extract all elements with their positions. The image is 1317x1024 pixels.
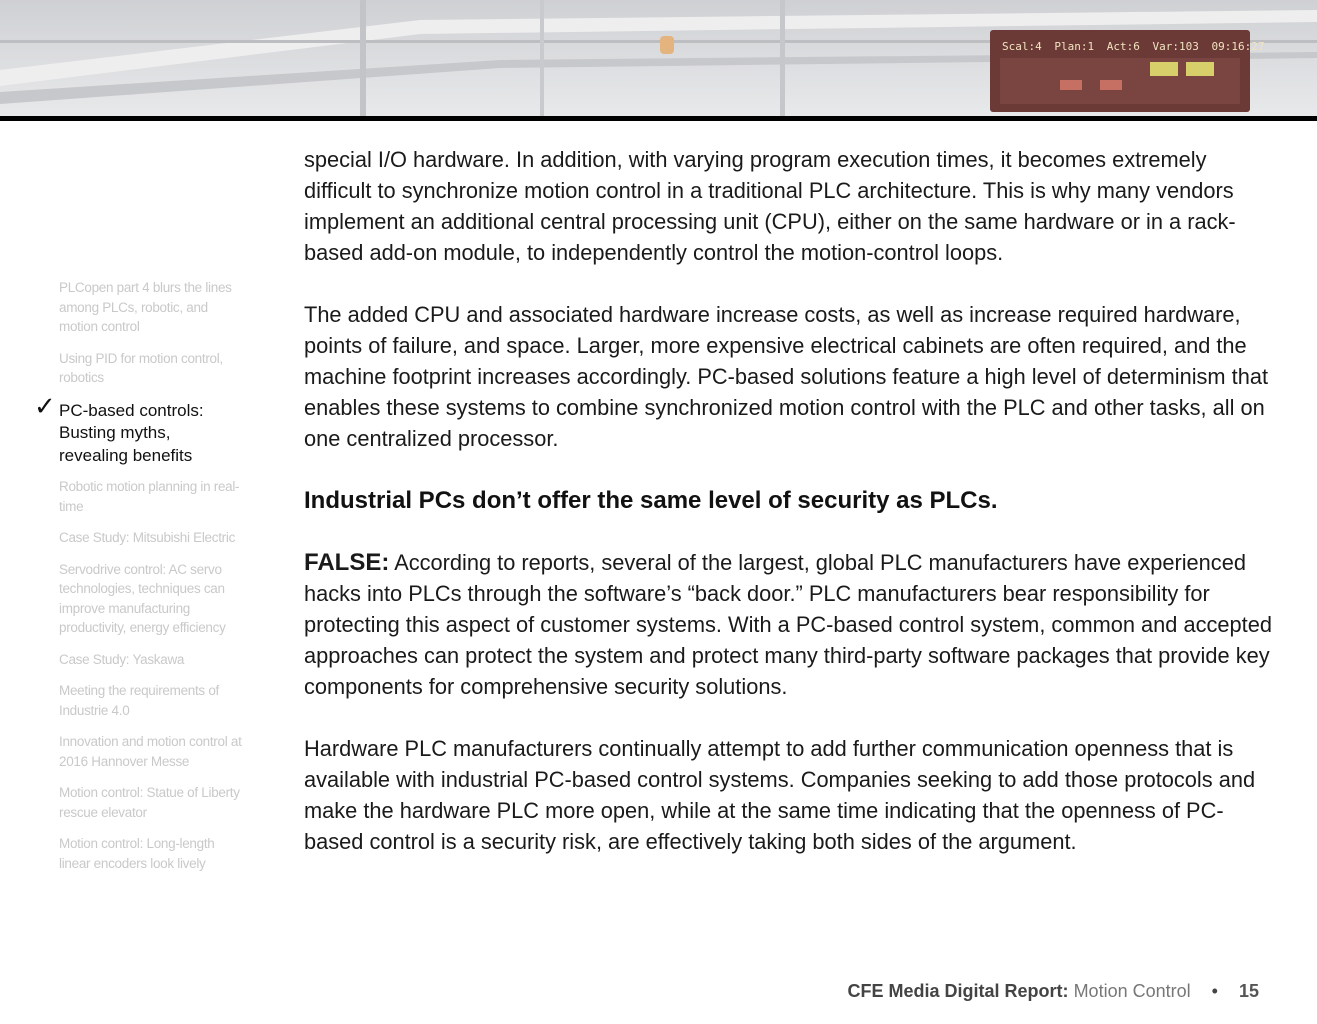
toc-item[interactable]	[34, 732, 244, 771]
publication-name: CFE Media Digital Report:	[847, 981, 1069, 1001]
verdict-label: FALSE:	[304, 549, 390, 576]
toc-item[interactable]	[34, 477, 244, 516]
toc-item-label: Robotic motion planning in real-time	[59, 479, 240, 514]
body-paragraph: special I/O hardware. In addition, with varying program execution times, it becomes extremely difficult to synchronize motion control in a traditional PLC architecture. This is why many vendors implement an additional central processing unit (CPU), either on the same hardware or in a rack-based add-on module, to independently control the motion-control loops.	[304, 147, 1236, 265]
body-paragraph	[304, 547, 1274, 702]
footer-separator: •	[1211, 981, 1218, 1001]
toc-item[interactable]	[34, 278, 244, 337]
article-body	[304, 144, 1274, 888]
display-label: Plan:1	[1054, 40, 1095, 53]
toc-item[interactable]	[34, 650, 244, 670]
toc-item-label: PLCopen part 4 blurs the lines among PLCs, robotic, and motion control	[59, 280, 232, 334]
verdict-text: According to reports, several of the largest, global PLC manufacturers have experienced hacks into PLCs through the software’s “back door.” PLC manufacturers bear responsibility for protecting this aspect of customer systems. With a PC-based control system, common and accepted approaches can protect the system and protect many third-party software packages that provide key components for comprehensive security solutions.	[304, 550, 1272, 699]
header-photo-banner	[0, 0, 1317, 116]
toc-item-label: Innovation and motion control at 2016 Hannover Messe	[59, 734, 242, 769]
display-label: Var:103	[1152, 40, 1199, 53]
toc-item-label: Motion control: Long-length linear encoders look lively	[59, 836, 215, 871]
toc-item[interactable]	[34, 834, 244, 873]
toc-item-label: PC-based controls: Busting myths, revealing benefits	[59, 400, 204, 465]
toc-item[interactable]	[34, 783, 244, 822]
header-divider	[0, 116, 1317, 121]
section-name: Motion Control	[1073, 981, 1191, 1001]
display-label: 09:16:27	[1211, 40, 1265, 53]
factory-ceiling-photo	[0, 0, 1317, 116]
display-label: Act:6	[1106, 40, 1140, 53]
toc-item-label: Case Study: Mitsubishi Electric	[59, 530, 236, 545]
section-heading: Industrial PCs don’t offer the same level of security as PLCs.	[304, 487, 998, 514]
toc-item[interactable]	[34, 528, 244, 548]
toc-item[interactable]	[34, 349, 244, 388]
toc-item-label: Using PID for motion control, robotics	[59, 350, 223, 385]
toc-item-label: Meeting the requirements of Industrie 4.0	[59, 683, 219, 718]
toc-item-current[interactable]	[34, 391, 244, 468]
table-of-contents	[34, 278, 244, 885]
page-footer	[848, 978, 1259, 1004]
page-number: 15	[1238, 981, 1259, 1001]
toc-item[interactable]	[34, 560, 244, 638]
toc-item-label: Case Study: Yaskawa	[59, 651, 185, 667]
toc-item-label: Motion control: Statue of Liberty rescue elevator	[59, 785, 240, 820]
plc-display-readout	[1002, 40, 1265, 53]
toc-item[interactable]	[34, 681, 244, 720]
toc-item-label: Servodrive control: AC servo technologies, techniques can improve manufacturing productivity, energy efficiency	[59, 561, 226, 635]
body-paragraph: The added CPU and associated hardware increase costs, as well as increase required hardware, points of failure, and space. Larger, more expensive electrical cabinets are often required, and the machine footprint increases accordingly. PC-based solutions feature a high level of determinism that enables these systems to combine synchronized motion control with the PLC and other tasks, all on one centralized processor.	[304, 302, 1269, 451]
checkmark-icon: ✓	[34, 391, 56, 422]
display-label: Scal:4	[1002, 40, 1042, 53]
body-paragraph: Hardware PLC manufacturers continually attempt to add further communication openness that is available with industrial PC-based control systems. Companies seeking to add those protocols and make the hardware PLC more open, while at the same time indicating that the openness of PC-based control is a security risk, are effectively taking both sides of the argument.	[304, 736, 1256, 854]
